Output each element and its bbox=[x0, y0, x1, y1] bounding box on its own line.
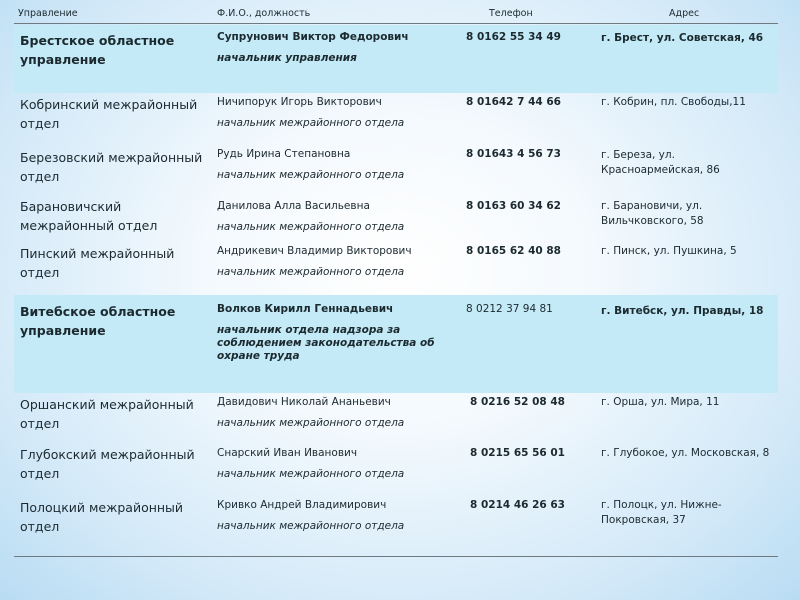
header-tel: Телефон bbox=[489, 8, 533, 19]
row-name: Данилова Алла Васильевна bbox=[217, 200, 370, 212]
table-row bbox=[14, 199, 778, 245]
row-phone: 8 01643 4 56 73 bbox=[466, 148, 561, 160]
row-unit: Витебское областное управление bbox=[20, 304, 176, 338]
header-fio: Ф.И.О., должность bbox=[217, 8, 311, 19]
row-name: Снарский Иван Иванович bbox=[217, 447, 358, 459]
row-phone: 8 0214 46 26 63 bbox=[470, 499, 565, 511]
row-unit: Брестское областное управление bbox=[20, 33, 175, 67]
row-name: Волков Кирилл Геннадьевич bbox=[217, 303, 394, 315]
row-address: г. Барановичи, ул. Вильчковского, 58 bbox=[601, 200, 704, 227]
row-address: г. Витебск, ул. Правды, 18 bbox=[601, 305, 764, 317]
header-adr: Адрес bbox=[669, 8, 700, 19]
row-position: начальник межрайонного отдела bbox=[217, 266, 405, 278]
table-row bbox=[14, 93, 778, 148]
header-divider bbox=[14, 23, 778, 24]
row-address: г. Глубокое, ул. Московская, 8 bbox=[601, 447, 770, 459]
table-row bbox=[14, 445, 778, 496]
row-address: г. Орша, ул. Мира, 11 bbox=[601, 396, 720, 408]
row-position: начальник межрайонного отдела bbox=[217, 169, 405, 181]
row-person bbox=[217, 396, 457, 430]
row-name: Кривко Андрей Владимирович bbox=[217, 499, 387, 511]
row-name: Ничипорук Игорь Викторович bbox=[217, 96, 382, 108]
row-address: г. Кобрин, пл. Свободы,11 bbox=[601, 96, 746, 108]
row-name: Рудь Ирина Степановна bbox=[217, 148, 351, 160]
row-address: г. Береза, ул. Красноармейская, 86 bbox=[601, 149, 720, 176]
row-name: Андрикевич Владимир Викторович bbox=[217, 245, 412, 257]
table-row bbox=[14, 245, 778, 295]
row-phone: 8 0216 52 08 48 bbox=[470, 396, 565, 408]
table-row bbox=[14, 295, 778, 393]
row-phone: 8 0162 55 34 49 bbox=[466, 31, 561, 43]
row-position: начальник межрайонного отдела bbox=[217, 417, 405, 429]
row-person bbox=[217, 303, 457, 363]
row-phone: 8 0215 65 56 01 bbox=[470, 447, 565, 459]
row-position: начальник отдела надзора за соблюдением законодательства об охране труда bbox=[217, 324, 435, 362]
row-address: г. Брест, ул. Советская, 46 bbox=[601, 32, 764, 44]
row-phone: 8 0165 62 40 88 bbox=[466, 245, 561, 257]
row-person bbox=[217, 148, 457, 182]
row-name: Супрунович Виктор Федорович bbox=[217, 31, 409, 43]
header-upr: Управление bbox=[18, 8, 78, 19]
row-name: Давидович Николай Ананьевич bbox=[217, 396, 391, 408]
row-address: г. Пинск, ул. Пушкина, 5 bbox=[601, 245, 737, 257]
row-person bbox=[217, 96, 457, 130]
row-phone: 8 0163 60 34 62 bbox=[466, 200, 561, 212]
row-unit: Глубокский межрайонный отдел bbox=[20, 447, 195, 481]
row-phone: 8 0212 37 94 81 bbox=[466, 303, 553, 315]
table-row bbox=[14, 496, 778, 554]
table-bottom-divider bbox=[14, 556, 778, 557]
row-person bbox=[217, 200, 457, 234]
row-unit: Оршанский межрайонный отдел bbox=[20, 397, 194, 431]
row-unit: Барановичский межрайонный отдел bbox=[20, 199, 158, 233]
row-position: начальник межрайонного отдела bbox=[217, 468, 405, 480]
row-unit: Полоцкий межрайонный отдел bbox=[20, 500, 184, 534]
row-unit: Березовский межрайонный отдел bbox=[20, 150, 203, 184]
row-position: начальник межрайонного отдела bbox=[217, 520, 405, 532]
row-position: начальник межрайонного отдела bbox=[217, 117, 405, 129]
table-row bbox=[14, 25, 778, 93]
row-unit: Кобринский межрайонный отдел bbox=[20, 97, 198, 131]
row-person bbox=[217, 499, 457, 533]
row-phone: 8 01642 7 44 66 bbox=[466, 96, 561, 108]
row-person bbox=[217, 447, 457, 481]
row-person bbox=[217, 31, 457, 65]
table-row bbox=[14, 393, 778, 445]
table-row bbox=[14, 148, 778, 202]
row-person bbox=[217, 245, 457, 279]
row-position: начальник межрайонного отдела bbox=[217, 221, 405, 233]
row-unit: Пинский межрайонный отдел bbox=[20, 246, 175, 280]
row-address: г. Полоцк, ул. Нижне-Покровская, 37 bbox=[601, 499, 722, 526]
row-position: начальник управления bbox=[217, 52, 357, 64]
